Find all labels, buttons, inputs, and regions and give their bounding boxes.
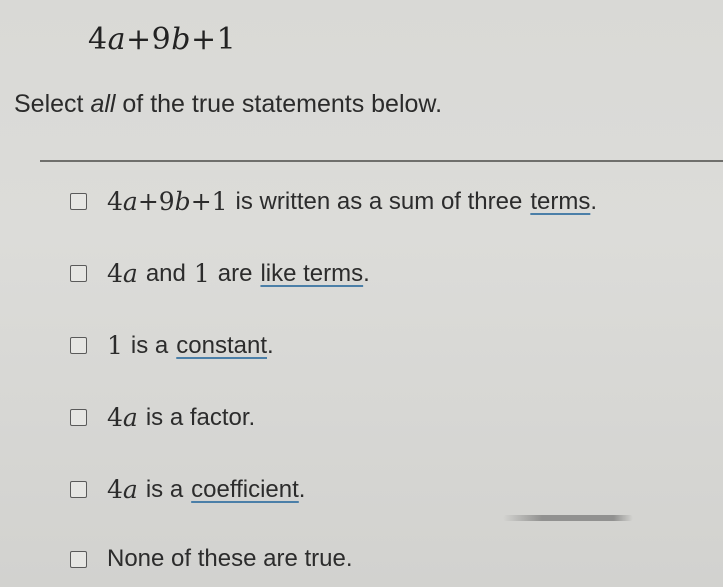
math-var: a — [122, 259, 138, 288]
math-plus: + — [190, 187, 212, 216]
option-sum-of-three-terms[interactable] — [70, 187, 597, 216]
math-coef-a: 4 — [107, 187, 123, 216]
option-coefficient[interactable] — [70, 475, 305, 504]
expression-coef-b: 9 — [151, 22, 172, 57]
expression-plus: + — [190, 22, 217, 57]
option-period: . — [590, 187, 597, 215]
checkbox[interactable] — [70, 409, 87, 426]
option-text: are — [217, 259, 253, 287]
smudge-mark — [503, 515, 633, 521]
expression — [88, 22, 236, 57]
checkbox[interactable] — [70, 265, 87, 282]
option-period: . — [363, 259, 370, 287]
coefficient-link[interactable]: coefficient — [191, 475, 299, 503]
instruction-before: Select — [14, 90, 91, 118]
like-terms-link[interactable]: like terms — [260, 259, 364, 287]
divider — [40, 160, 723, 162]
expression-constant: 1 — [216, 22, 237, 57]
instruction-after: of the true statements below. — [115, 90, 443, 118]
instruction-emphasis: all — [90, 90, 116, 118]
checkbox[interactable] — [70, 193, 87, 210]
constant-link[interactable]: constant — [176, 331, 267, 359]
math-var-b: b — [174, 187, 191, 216]
math-coef-b: 9 — [158, 187, 175, 216]
option-period: . — [267, 331, 274, 359]
option-math-constant: 1 — [193, 259, 210, 288]
option-math — [107, 259, 138, 288]
checkbox[interactable] — [70, 481, 87, 498]
option-text: and — [145, 259, 186, 287]
option-math — [107, 403, 138, 432]
expression-coef-a: 4 — [88, 22, 108, 57]
option-text: is written as a sum of three — [235, 187, 523, 215]
math-coef: 4 — [107, 475, 123, 504]
math-plus: + — [137, 187, 159, 216]
math-coef: 4 — [107, 259, 123, 288]
terms-link[interactable]: terms — [530, 187, 591, 215]
instruction-text — [14, 90, 442, 119]
option-math — [107, 187, 228, 216]
option-none[interactable] — [70, 545, 352, 573]
option-math: 1 — [107, 331, 123, 360]
option-math — [107, 475, 138, 504]
option-period: . — [298, 475, 306, 503]
option-text: is a factor. — [145, 403, 256, 431]
math-coef: 4 — [107, 403, 123, 432]
option-factor[interactable] — [70, 403, 255, 432]
expression-var-a: a — [107, 22, 126, 57]
option-text: None of these are true. — [107, 545, 353, 572]
option-text: is a — [130, 331, 169, 359]
expression-plus: + — [125, 22, 152, 57]
math-constant: 1 — [211, 187, 228, 216]
option-constant[interactable] — [70, 331, 274, 360]
checkbox[interactable] — [70, 337, 87, 354]
expression-var-b: b — [171, 22, 191, 57]
option-like-terms[interactable] — [70, 259, 370, 288]
math-var-a: a — [122, 187, 138, 216]
math-var: a — [122, 475, 138, 504]
option-text: is a — [145, 475, 184, 503]
checkbox[interactable] — [70, 551, 87, 568]
math-var: a — [122, 403, 138, 432]
